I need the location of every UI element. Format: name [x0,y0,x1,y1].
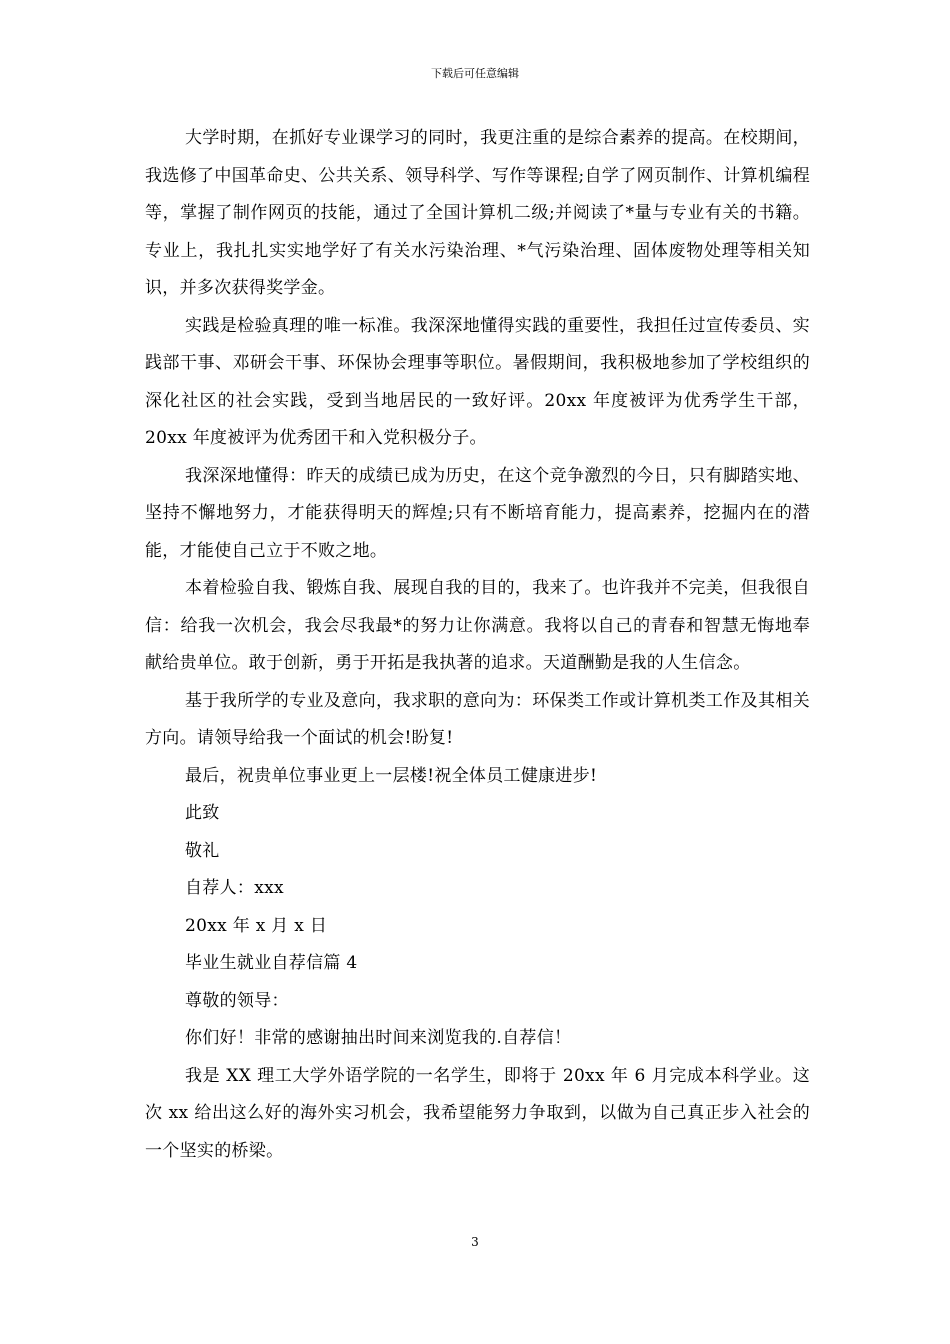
page-header: 下载后可任意编辑 [431,67,519,80]
paragraph-5: 基于我所学的专业及意向，我求职的意向为：环保类工作或计算机类工作及其相关方向。请领导给我一个面试的机会!盼复! [145,690,810,748]
page-number: 3 [471,1235,479,1249]
paragraph-6: 最后，祝贵单位事业更上一层楼!祝全体员工健康进步! [185,765,598,786]
signature-line: 自荐人：xxx [185,878,284,898]
paragraph-3: 我深深地懂得：昨天的成绩已成为历史，在这个竞争激烈的今日，只有脚踏实地、坚持不懈地努力，才能获得明天的辉煌;只有不断培育能力，提高素养，挖掘内在的潜能，才能使自己立于不败之地。 [145,465,810,561]
closing-salutation: 此致 [185,803,220,823]
paragraph-7: 你们好！非常的感谢抽出时间来浏览我的.自荐信！ [185,1028,572,1048]
paragraph-8: 我是 XX 理工大学外语学院的一名学生，即将于 20xx 年 6 月完成本科学业。这次 xx 给出这么好的海外实习机会，我希望能努力争取到，以做为自己真正步入社会的一个坚实的桥梁。 [145,1065,810,1161]
greeting: 尊敬的领导： [185,990,289,1011]
document-body [145,120,810,1170]
section-title: 毕业生就业自荐信篇 4 [185,953,358,973]
closing-regards: 敬礼 [185,840,220,861]
date-line: 20xx 年 x 月 x 日 [185,915,328,936]
paragraph-2: 实践是检验真理的唯一标准。我深深地懂得实践的重要性，我担任过宣传委员、实践部干事、邓研会干事、环保协会理事等职位。暑假期间，我积极地参加了学校组织的深化社区的社会实践，受到当地居民的一致好评。20xx 年度被评为优秀学生干部，20xx 年度被评为优秀团干和入党积极分子。 [145,315,810,448]
paragraph-1: 大学时期，在抓好专业课学习的同时，我更注重的是综合素养的提高。在校期间，我选修了中国革命史、公共关系、领导科学、写作等课程;自学了网页制作、计算机编程等，掌握了制作网页的技能，通过了全国计算机二级;并阅读了*量与专业有关的书籍。专业上，我扎扎实实地学好了有关水污染治理、*气污染治理、固体废物处理等相关知识，并多次获得奖学金。 [145,128,810,298]
paragraph-4: 本着检验自我、锻炼自我、展现自我的目的，我来了。也许我并不完美，但我很自信：给我一次机会，我会尽我最*的努力让你满意。我将以自己的青春和智慧无悔地奉献给贵单位。敢于创新，勇于开拓是我执著的追求。天道酬勤是我的人生信念。 [145,578,810,673]
